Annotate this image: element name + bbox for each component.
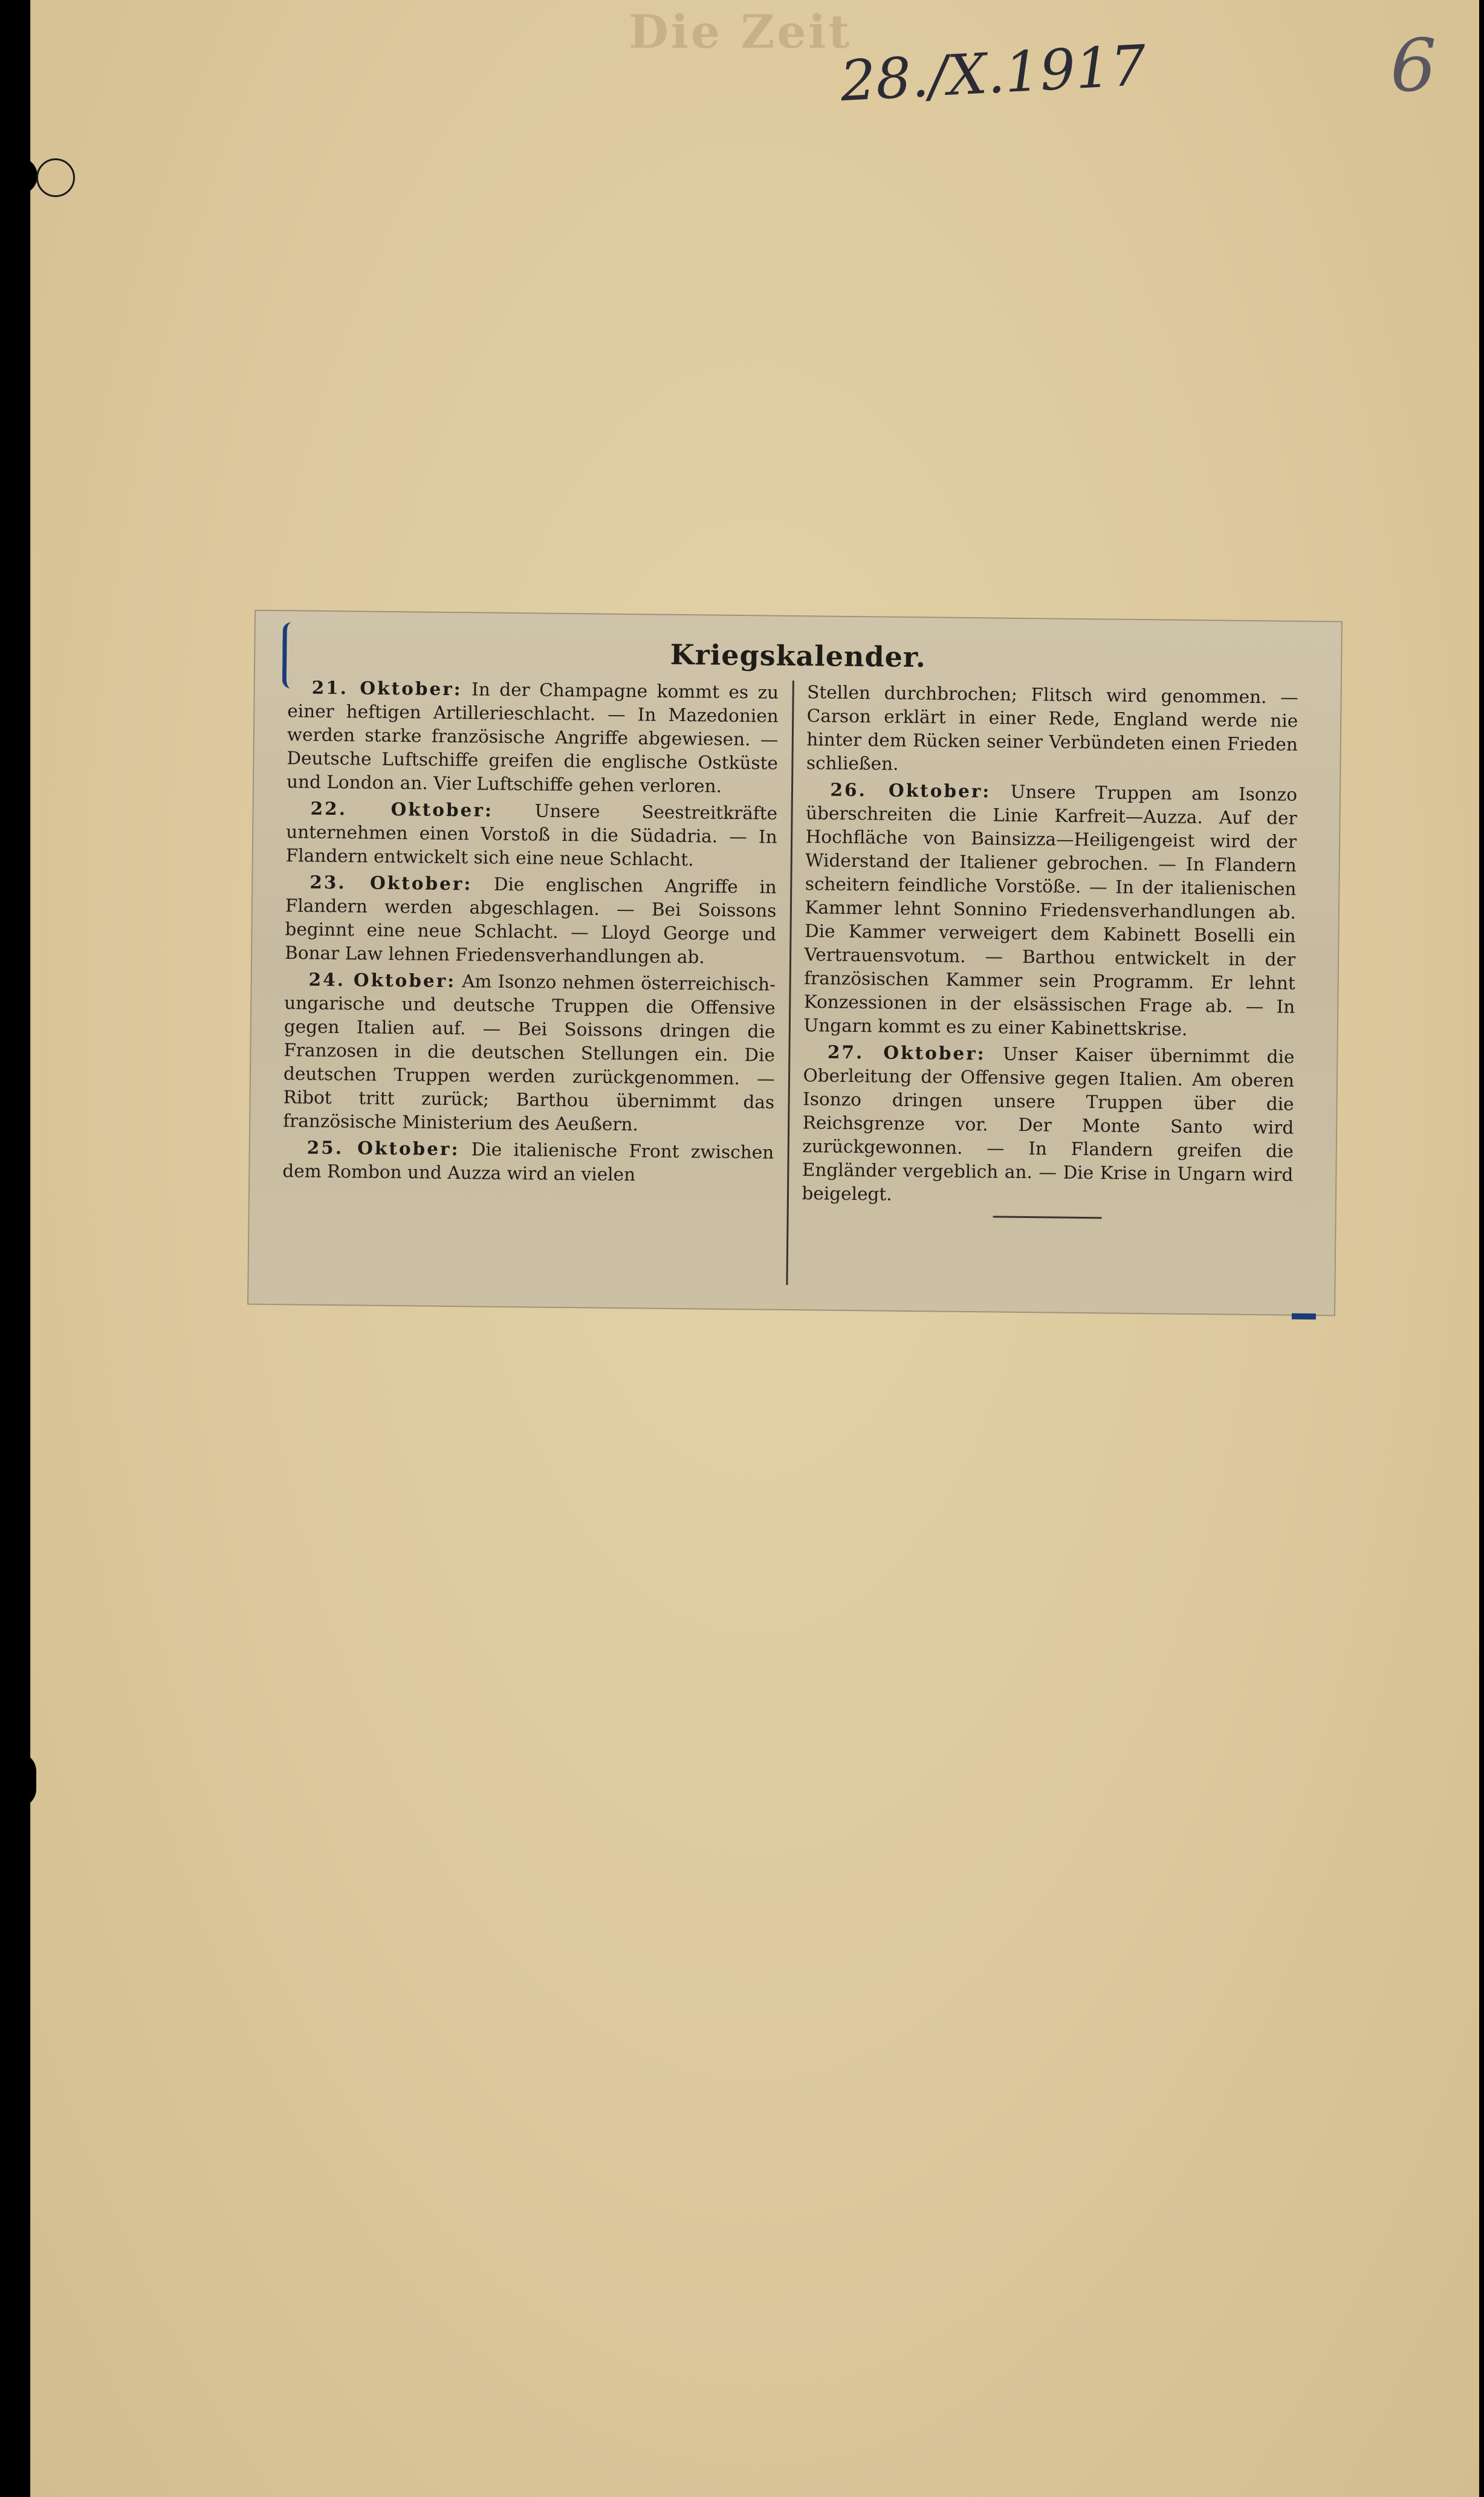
entry-text: Am Isonzo nehmen österreichisch-ungarische und deutsche Truppen die Offensive gegen Italien auf. — Bei Soissons dringen die Franzosen in die deutschen Stellungen ein. Die deutschen Truppen werden zurückgenommen. — Ribot tritt zurück; Barthou übernimmt das französische Ministerium des Aeußern. bbox=[283, 971, 776, 1135]
newspaper-stamp: Die Zeit bbox=[629, 5, 852, 59]
entry-date: 27. Oktober: bbox=[827, 1041, 986, 1064]
page-number: 6 bbox=[1390, 24, 1437, 108]
calendar-entry bbox=[803, 777, 1297, 1042]
punch-hole-top bbox=[0, 157, 37, 195]
entry-text: Die italienische Front zwischen dem Rombon und Auzza wird an vielen bbox=[282, 1139, 774, 1185]
newspaper-clipping bbox=[247, 610, 1343, 1317]
entry-text: In der Champagne kommt es zu einer heftigen Artillerieschlacht. — In Mazedonien werden starke französische Angriffe abgewiesen. — Deutsche Luftschiffe greifen die englische Ostküste und London an. Vier Luftschiffe gehen verloren. bbox=[286, 679, 779, 797]
entry-date: 22. Oktober: bbox=[310, 797, 494, 821]
entry-date: 25. Oktober: bbox=[306, 1136, 460, 1160]
entry-text: Unsere Truppen am Isonzo überschreiten die Linie Karfreit—Auzza. Auf der Hochfläche von Bainsizza—Heiligengeist wird der Widerstand der Italiener gebrochen. — In Flandern scheitern feindliche Vorstöße. — In der italienischen Kammer lehnt Sonnino Friedensverhandlungen ab. Die Kammer verweigert dem Kabinett Boselli ein Vertrauensvotum. — Barthou entwickelt in der französischen Kammer sein Programm. Er lehnt Konzessionen in der elsässischen Frage ab. — In Ungarn kommt es zu einer Kabinettskrise. bbox=[803, 781, 1298, 1040]
entry-text: Unser Kaiser übernimmt die Oberleitung der Offensive gegen Italien. Am oberen Isonzo dringen unsere Truppen über die Reichsgrenze vor. Der Monte Santo wird zurückgewonnen. — In Flandern greifen die Engländer vergeblich an. — Die Krise in Ungarn wird beigelegt. bbox=[802, 1043, 1295, 1205]
entry-date: 26. Oktober: bbox=[830, 779, 991, 802]
calendar-entry bbox=[286, 796, 778, 873]
calendar-entry bbox=[285, 870, 777, 970]
entry-date: 21. Oktober: bbox=[311, 676, 462, 700]
clipping-title: Kriegskalender. bbox=[670, 638, 927, 674]
blue-pencil-mark-bottom bbox=[1292, 1313, 1316, 1320]
right-column bbox=[788, 681, 1312, 1291]
left-column bbox=[277, 675, 794, 1285]
calendar-entry bbox=[282, 1135, 774, 1188]
end-rule bbox=[993, 1216, 1101, 1219]
calendar-entry bbox=[287, 675, 779, 798]
entry-date: 24. Oktober: bbox=[308, 968, 456, 992]
handwritten-date: 28./X.1917 bbox=[838, 33, 1148, 114]
punch-ring-top bbox=[36, 158, 75, 197]
clipping-columns bbox=[277, 675, 1311, 1291]
entry-text: Stellen durchbrochen; Flitsch wird genommen. — Carson erklärt in einer Rede, England werde nie hinter dem Rücken seiner Verbündeten einen Frieden schließen. bbox=[806, 682, 1298, 774]
entry-text: Unsere Seestreitkräfte unternehmen einen Vorstoß in die Südadria. — In Flandern entwickelt sich eine neue Schlacht. bbox=[285, 800, 778, 870]
calendar-entry bbox=[802, 1040, 1294, 1210]
entry-date: 23. Oktober: bbox=[309, 871, 473, 895]
calendar-entry-continued bbox=[806, 681, 1298, 780]
calendar-entry bbox=[283, 967, 776, 1138]
punch-notch-bottom bbox=[12, 1753, 36, 1807]
blue-pencil-mark bbox=[282, 622, 292, 688]
entry-text: Die englischen Angriffe in Flandern werden abgeschlagen. — Bei Soissons beginnt eine neue Schlacht. — Lloyd George und Bonar Law lehnen Friedensverhandlungen ab. bbox=[284, 873, 777, 968]
